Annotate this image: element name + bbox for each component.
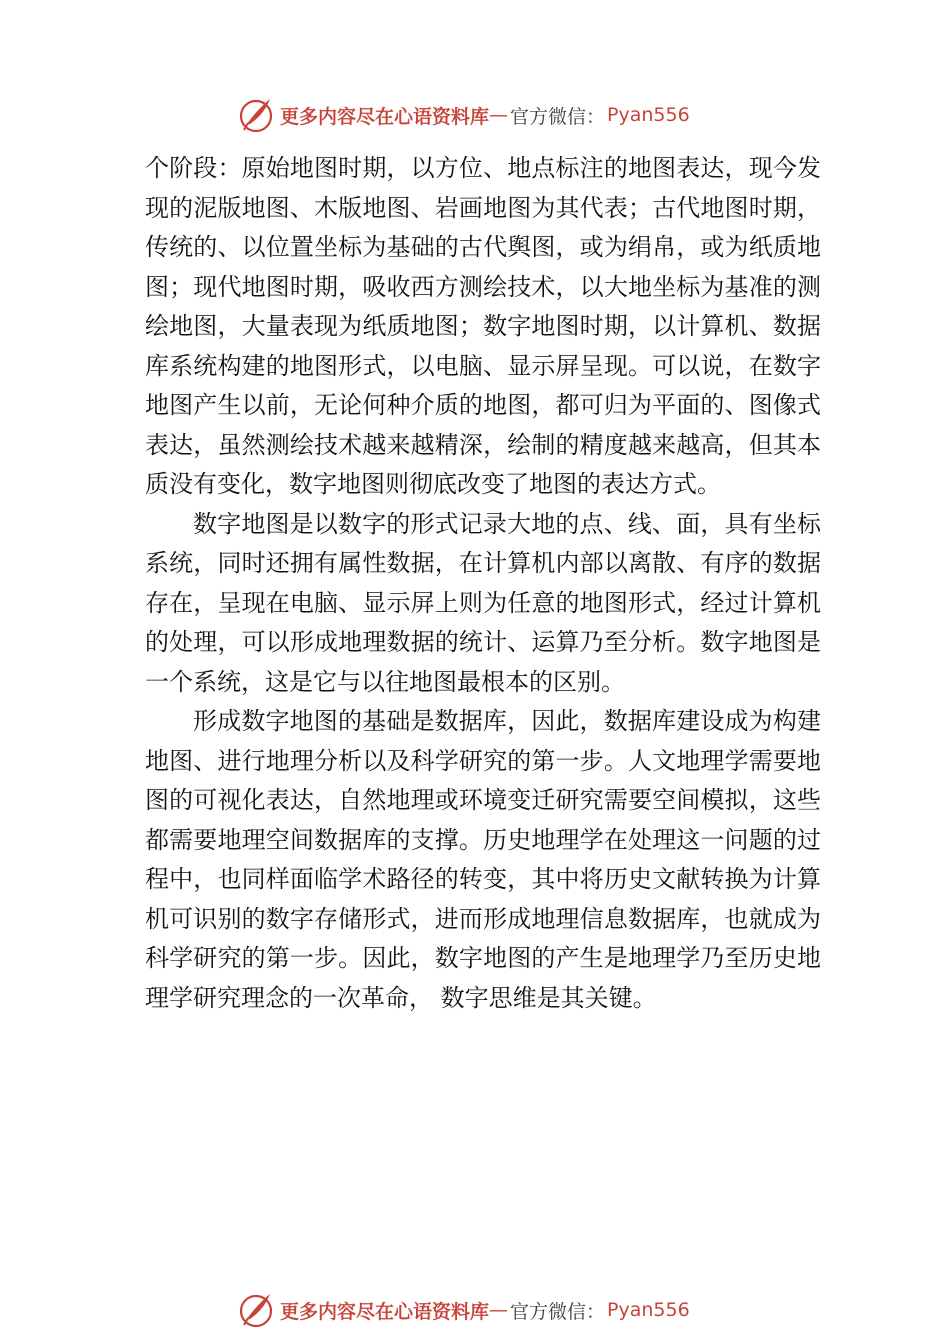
banner-dash: — bbox=[489, 104, 509, 126]
quill-pen-logo-icon bbox=[236, 95, 276, 135]
paragraph-3: 形成数字地图的基础是数据库，因此，数据库建设成为构建地图、进行地理分析以及科学研究的第一步。人文地理学需要地图的可视化表达，自然地理或环境变迁研究需要空间模拟，这些都需要地理空间数据库的支撑。历史地理学在处理这一问题的过程中，也同样面临学术路径的转变，其中将历史文献转换为计算机可识别的数字存储形式，进而形成地理信息数据库，也就成为科学研究的第一步。因此，数字地图的产生是地理学乃至历史地理学研究理念的一次革命， 数字思维是其关键。 bbox=[145, 707, 821, 1012]
footer-wechat-account: Pyan556 bbox=[607, 1299, 690, 1321]
banner-wechat-label: 官方微信： bbox=[510, 105, 606, 128]
footer-banner bbox=[236, 1290, 690, 1330]
footer-wechat-label: 官方微信： bbox=[510, 1300, 606, 1323]
document-body bbox=[145, 149, 821, 1018]
header-banner bbox=[236, 95, 690, 135]
paragraph-1: 个阶段：原始地图时期，以方位、地点标注的地图表达，现今发现的泥版地图、木版地图、岩画地图为其代表；古代地图时期，传统的、以位置坐标为基础的古代舆图，或为绢帛，或为纸质地图；现代地图时期，吸收西方测绘技术，以大地坐标为基准的测绘地图，大量表现为纸质地图；数字地图时期，以计算机、数据库系统构建的地图形式，以电脑、显示屏呈现。可以说，在数字地图产生以前，无论何种介质的地图，都可归为平面的、图像式表达，虽然测绘技术越来越精深，绘制的精度越来越高，但其本质没有变化，数字地图则彻底改变了地图的表达方式。 bbox=[145, 154, 821, 498]
banner-brand-text: 更多内容尽在心语资料库 bbox=[280, 105, 490, 128]
quill-pen-logo-icon bbox=[236, 1290, 276, 1330]
paragraph-2: 数字地图是以数字的形式记录大地的点、线、面，具有坐标系统，同时还拥有属性数据，在计算机内部以离散、有序的数据存在，呈现在电脑、显示屏上则为任意的地图形式，经过计算机的处理，可以形成地理数据的统计、运算乃至分析。数字地图是一个系统，这是它与以往地图最根本的区别。 bbox=[145, 509, 821, 696]
footer-brand-text: 更多内容尽在心语资料库 bbox=[280, 1300, 490, 1323]
banner-wechat-account: Pyan556 bbox=[607, 104, 690, 126]
footer-dash: — bbox=[489, 1299, 509, 1321]
